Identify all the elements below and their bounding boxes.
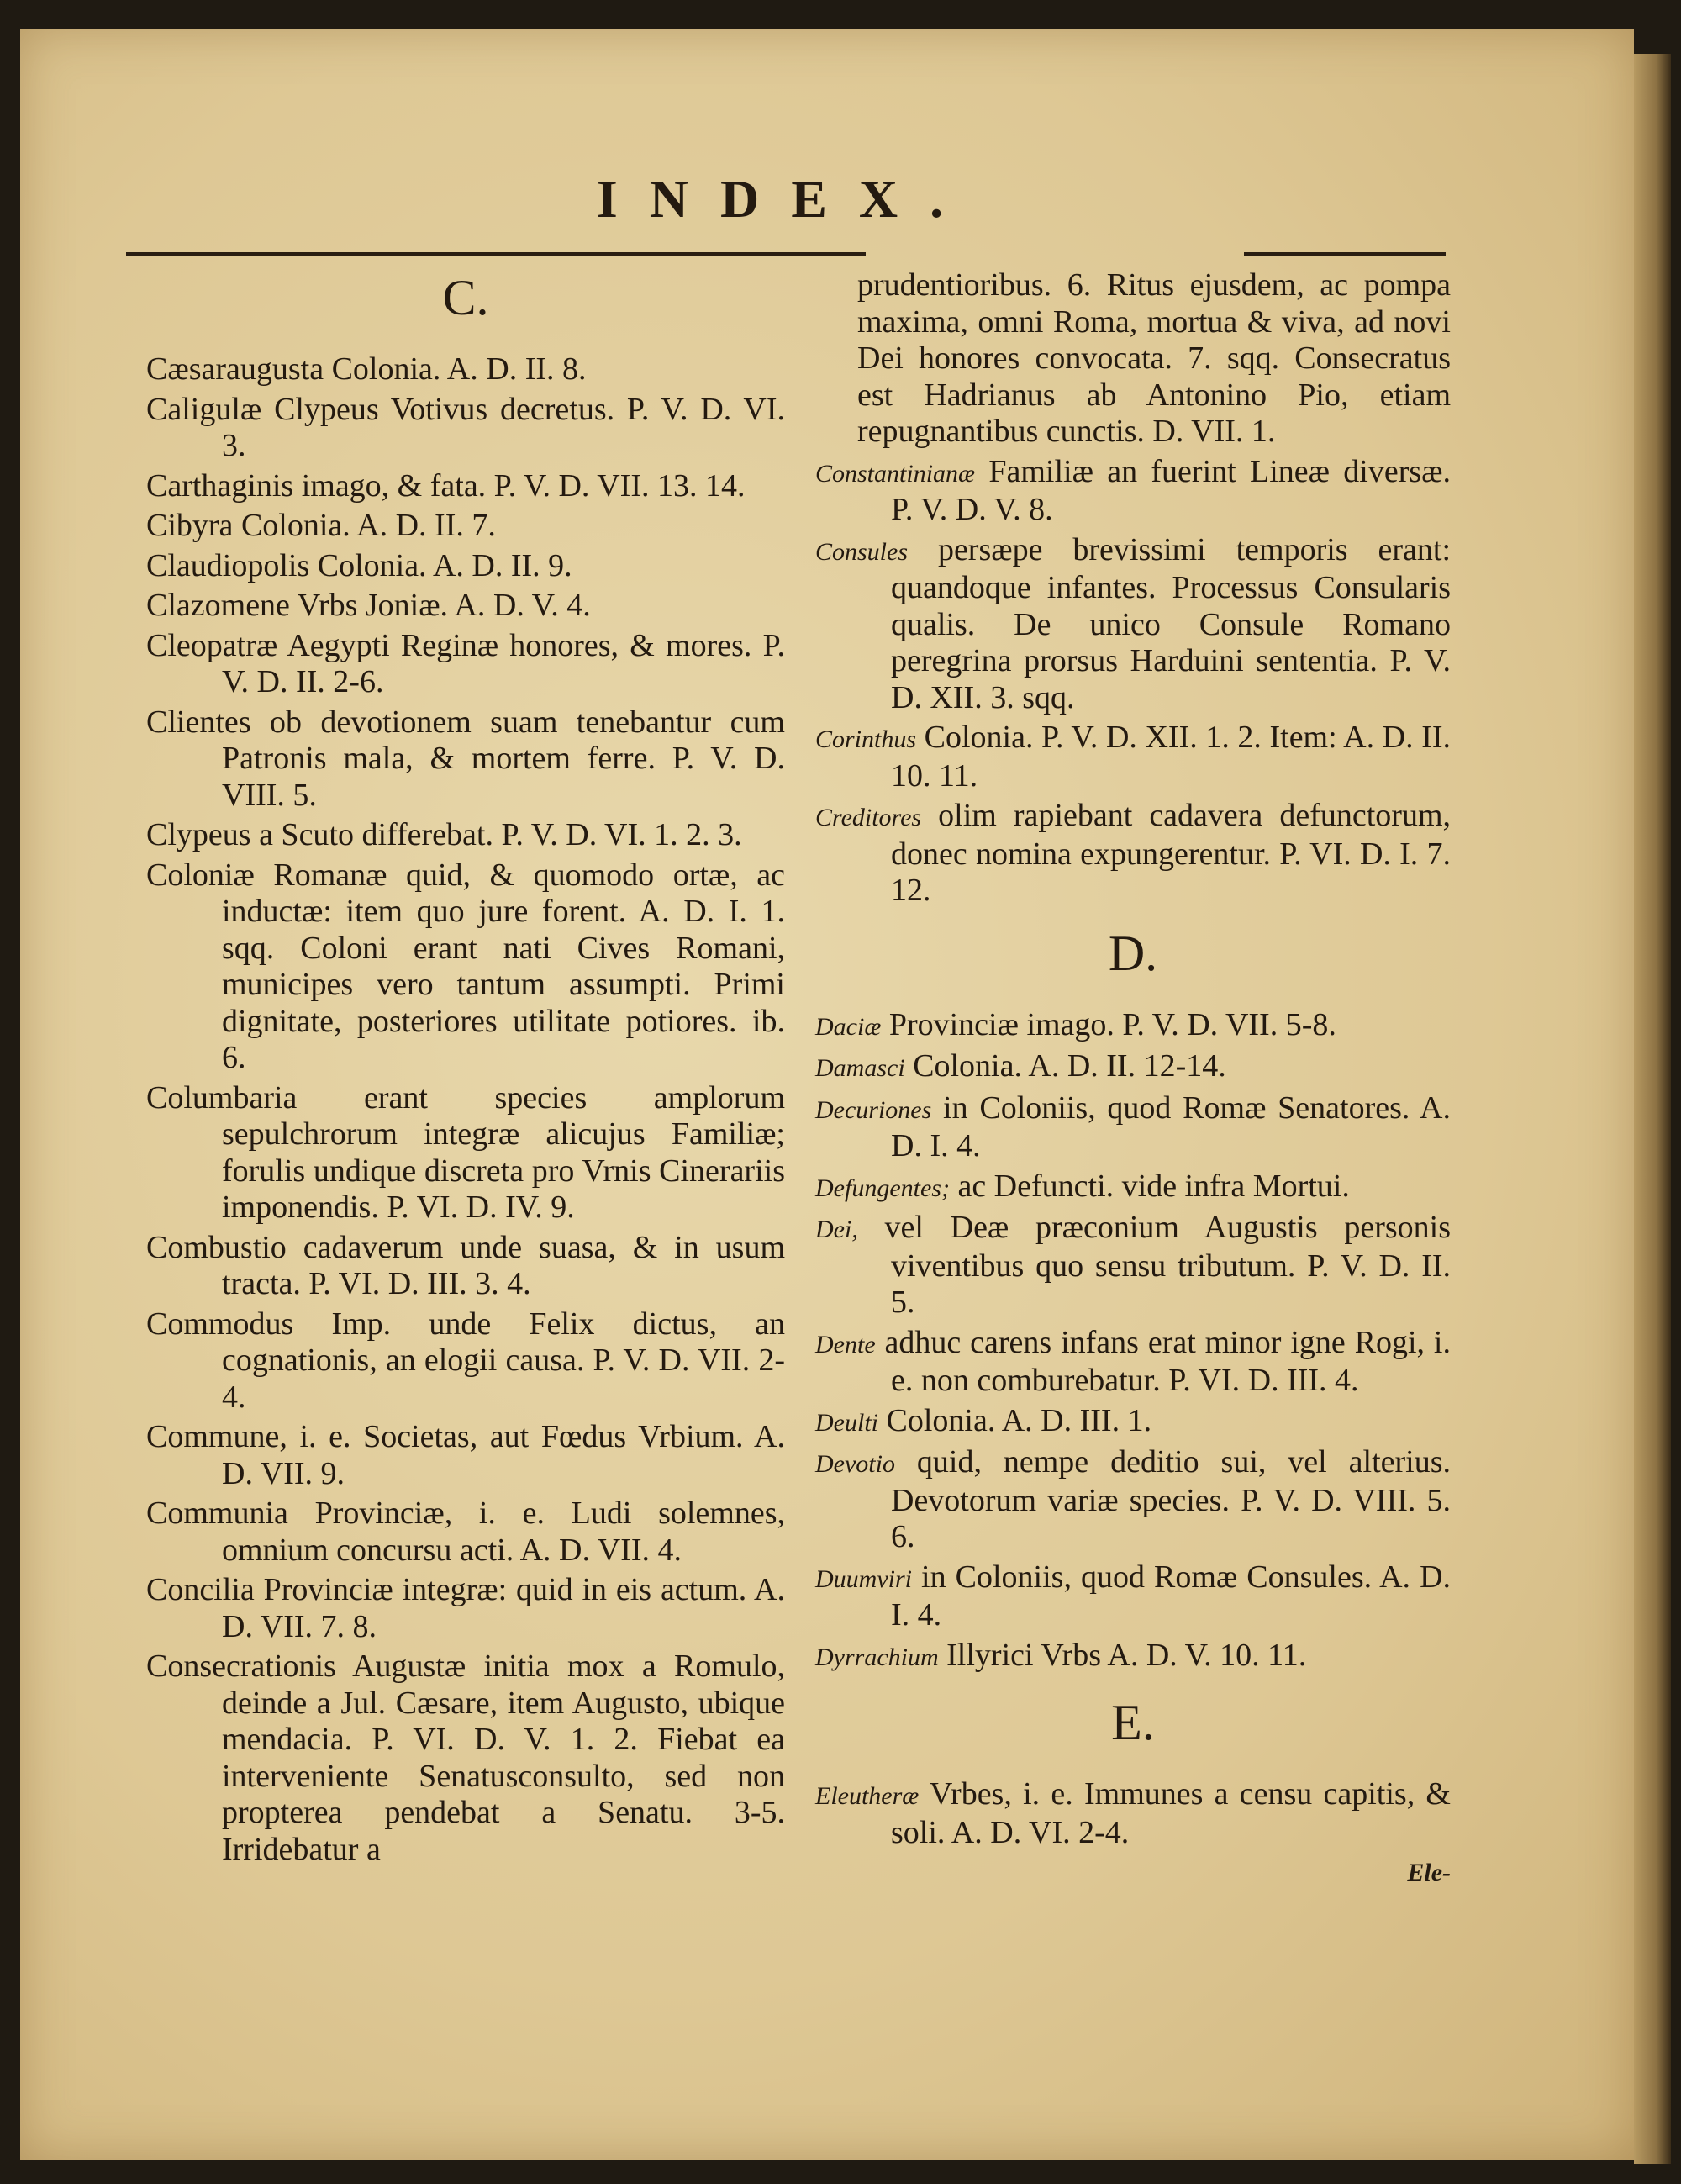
entry-text: in Coloniis, quod Romæ Senatores. A. D. I. 4. <box>891 1089 1451 1163</box>
entry-lemma: Consecrationis <box>146 1649 336 1684</box>
index-entry <box>146 508 785 545</box>
index-entry <box>815 1403 1451 1442</box>
header-rule-right <box>1244 252 1446 256</box>
right-entries-d <box>815 1007 1451 1676</box>
page-title: INDEX. <box>596 169 976 229</box>
index-entry <box>146 1649 785 1868</box>
index-entry <box>146 588 785 625</box>
index-entry <box>146 1080 785 1227</box>
section-letter-d: D. <box>1108 925 1158 981</box>
entry-lemma: Clypeus <box>146 817 251 852</box>
index-entry <box>146 628 785 701</box>
index-entry <box>815 1090 1451 1165</box>
entry-lemma: Duumviri <box>815 1564 912 1593</box>
entry-text: Provinciæ imago. P. V. D. VII. 5-8. <box>888 1006 1336 1042</box>
entry-text: quid, nempe deditio sui, vel alterius. Devotorum variæ species. P. V. D. VIII. 5. 6. <box>891 1444 1451 1554</box>
entry-lemma: Combustio <box>146 1229 287 1265</box>
index-entry <box>815 1168 1451 1207</box>
entry-text: Colonia. A. D. II. 12-14. <box>913 1048 1226 1084</box>
entry-lemma: Creditores <box>815 804 922 831</box>
entry-lemma: Commodus <box>146 1306 294 1342</box>
index-entry <box>146 1419 785 1492</box>
entry-lemma: Eleutheræ <box>815 1782 920 1810</box>
entry-lemma: Daciæ <box>815 1012 882 1041</box>
entry-lemma: Claudiopolis <box>146 547 310 583</box>
entry-text: Colonia. A. D. III. 1. <box>886 1402 1152 1438</box>
index-entry <box>146 817 785 854</box>
entry-text: Vrbs Joniæ. A. D. V. 4. <box>297 588 591 623</box>
entry-lemma: Carthaginis <box>146 467 294 504</box>
entry-lemma: Cibyra <box>146 508 234 543</box>
entry-lemma: Columbaria <box>146 1079 298 1116</box>
index-entry <box>815 1210 1451 1321</box>
page-header <box>126 168 1446 261</box>
entry-lemma: Decuriones <box>815 1095 932 1124</box>
entry-text: persæpe brevissimi temporis erant: quandoque infantes. Processus Consularis qualis. De unico Consule Romano peregrina prorsus Harduini sententia. P. V. D. XII. 3. sqq. <box>891 531 1451 715</box>
left-column <box>146 267 785 1871</box>
index-entry <box>146 468 785 505</box>
section-letter-c: C. <box>442 270 489 325</box>
entry-continuation: prudentioribus. 6. Ritus ejusdem, ac pompa maxima, omni Roma, mortua & viva, ad novi Dei honores convocata. 7. sqq. Consecratus est Hadrianus ab Antonino Pio, etiam repugnantibus cunctis. D. VII. 1. <box>857 267 1451 449</box>
entry-text: Provinciæ integræ: quid in eis actum. A. D. VII. 7. 8. <box>222 1572 785 1644</box>
entry-text: Imp. unde Felix dictus, an cognationis, an elogii causa. P. V. D. VII. 2-4. <box>222 1306 785 1415</box>
entry-text: ob devotionem suam tenebantur cum Patronis mala, & mortem ferre. P. V. D. VIII. 5. <box>222 704 785 813</box>
index-entry <box>146 351 785 388</box>
entry-text: adhuc carens infans erat minor igne Rogi, i. e. non comburebatur. P. VI. D. III. 4. <box>884 1324 1451 1398</box>
entry-text: Colonia. P. V. D. XII. 1. 2. Item: A. D. II. 10. 11. <box>891 720 1452 794</box>
entry-text: vel Deæ præconium Augustis personis viventibus quo sensu tributum. P. V. D. II. 5. <box>884 1210 1451 1320</box>
entry-text: Vrbes, i. e. Immunes a censu capitis, & soli. A. D. VI. 2-4. <box>891 1776 1451 1850</box>
right-entries-e <box>815 1776 1451 1851</box>
entry-text: erant species amplorum sepulchrorum integræ alicujus Familiæ; forulis undique discreta pro Vrnis Cinerariis imponendis. P. VI. D. IV. 9. <box>222 1079 786 1225</box>
index-entry <box>815 1325 1451 1400</box>
entry-lemma: Corinthus <box>815 725 917 753</box>
index-entry <box>146 1230 785 1303</box>
entry-text: in Coloniis, quod Romæ Consules. A. D. I. 4. <box>891 1559 1452 1633</box>
entry-lemma: Commune, <box>146 1419 287 1454</box>
index-entry <box>146 1572 785 1645</box>
entry-lemma: Deulti <box>815 1408 878 1437</box>
entry-text: cadaverum unde suasa, & in usum tracta. P. VI. D. III. 3. 4. <box>222 1229 786 1301</box>
catchword: Ele- <box>1407 1859 1451 1886</box>
entry-text: Colonia. A. D. II. 8. <box>331 351 587 387</box>
right-column <box>815 267 1452 1886</box>
entry-text: a Scuto differebat. P. V. D. VI. 1. 2. 3. <box>259 817 742 852</box>
entry-text: i. e. Societas, aut Fœdus Vrbium. A. D. VII. 9. <box>222 1419 786 1491</box>
entry-text: Illyrici Vrbs A. D. V. 10. 11. <box>946 1637 1307 1673</box>
index-entry <box>815 1638 1451 1676</box>
index-entry <box>146 392 785 465</box>
entry-text: Romanæ quid, & quomodo ortæ, ac inductæ: item quo jure forent. A. D. I. 1. sqq. Coloni erant nati Cives Romani, municipes vero tantum assumpti. Primi dignitate, posteriores utilitate potiores. ib. 6. <box>222 857 786 1075</box>
entry-lemma: Consules <box>815 537 909 566</box>
entry-lemma: Coloniæ <box>146 857 255 893</box>
entry-text: Augustæ initia mox a Romulo, deinde a Jul. Cæsare, item Augusto, ubique mendacia. P. VI. D. V. 1. 2. Fiebat ea interveniente Senatusconsulto, sed non propterea pendebat a Senatu. 3-5. Irridebatur a <box>222 1649 785 1867</box>
index-entry <box>815 532 1451 717</box>
entry-lemma: Dyrrachium <box>815 1643 939 1671</box>
index-entry <box>815 1776 1451 1851</box>
entry-lemma: Constantinianæ <box>815 459 976 488</box>
entry-text: imago, & fata. P. V. D. VII. 13. 14. <box>301 467 746 504</box>
entry-text: Colonia. A. D. II. 7. <box>240 508 496 543</box>
index-entry <box>146 857 785 1077</box>
index-entry <box>815 1048 1451 1087</box>
entry-lemma: Devotio <box>815 1450 895 1478</box>
entry-text: Familiæ an fuerint Lineæ diversæ. P. V. D. V. 8. <box>891 453 1451 527</box>
index-entry <box>815 1007 1451 1046</box>
entry-lemma: Cleopatræ <box>146 627 278 663</box>
entry-lemma: Dente <box>815 1330 876 1358</box>
entry-lemma: Cæsaraugusta <box>146 351 324 387</box>
header-rule <box>126 252 866 256</box>
entry-lemma: Damasci <box>815 1054 905 1082</box>
entry-lemma: Caligulæ <box>146 391 262 427</box>
index-entry <box>146 1306 785 1416</box>
page-edge <box>1634 54 1671 2164</box>
index-entry <box>146 548 785 585</box>
entry-text: Provinciæ, i. e. Ludi solemnes, omnium concursu acti. A. D. VII. 4. <box>222 1496 786 1568</box>
entry-text: Aegypti Reginæ honores, & mores. P. V. D. II. 2-6. <box>222 627 785 699</box>
left-entries <box>146 351 785 1868</box>
entry-lemma: Clazomene <box>146 588 290 623</box>
index-entry <box>146 1496 785 1569</box>
entry-lemma: Clientes <box>146 704 251 740</box>
section-letter-e: E. <box>1111 1695 1155 1750</box>
entry-text: olim rapiebant cadavera defunctorum, donec nomina expungerentur. P. VI. D. I. 7. 12. <box>891 798 1452 908</box>
entry-text: Clypeus Votivus decretus. P. V. D. VI. 3. <box>222 391 785 463</box>
index-entry <box>815 454 1451 529</box>
entry-lemma: Concilia <box>146 1572 255 1607</box>
index-entry <box>815 1444 1451 1556</box>
entry-lemma: Communia <box>146 1496 288 1531</box>
entry-lemma: Defungentes; <box>815 1174 950 1202</box>
right-entries-c <box>815 454 1451 910</box>
entry-text: ac Defuncti. vide infra Mortui. <box>957 1168 1350 1204</box>
index-entry <box>815 720 1451 794</box>
index-entry <box>815 1559 1451 1634</box>
index-entry <box>146 704 785 815</box>
index-entry <box>815 798 1451 910</box>
entry-text: Colonia. A. D. II. 9. <box>317 547 572 583</box>
entry-lemma: Dei, <box>815 1216 858 1243</box>
